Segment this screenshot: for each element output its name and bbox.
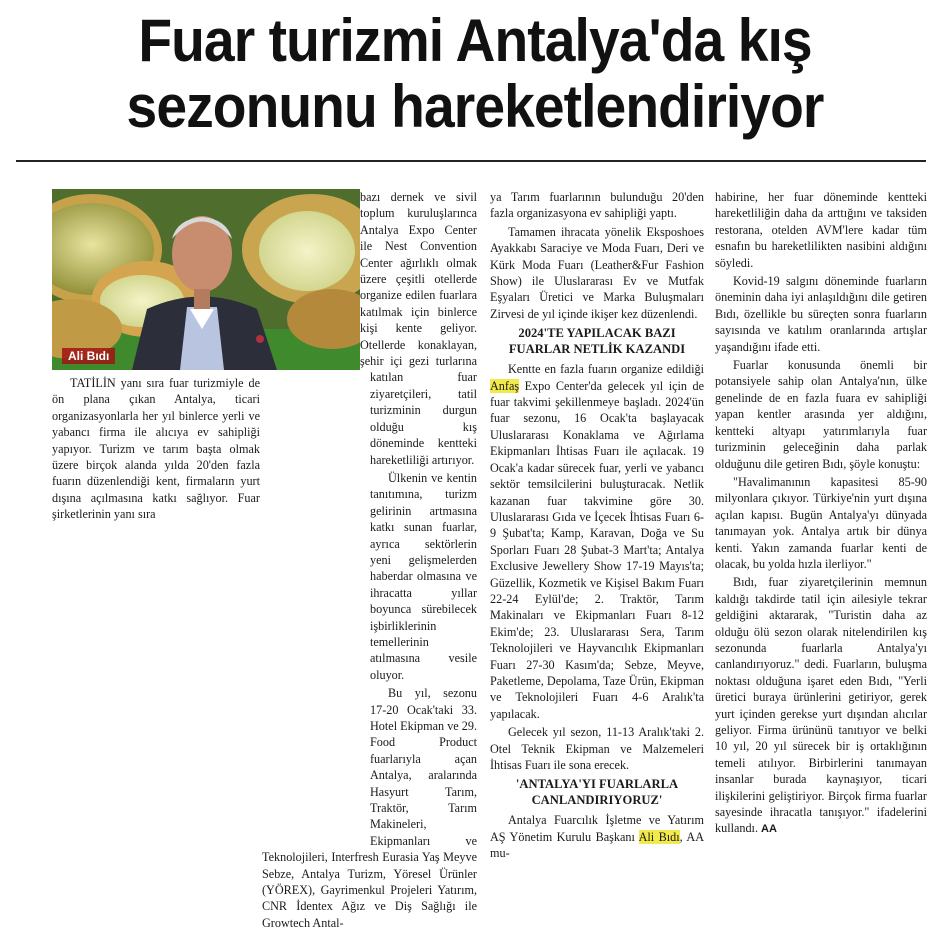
agency-signature: AA [761, 823, 777, 836]
paragraph: "Havalimanının kapasitesi 85-90 milyonlara çıkıyor. Türkiye'nin yurt dışına açılan kapısı. Bugün Antalya'yı dünyada tanımayan yok. Antalya artık bir dünya kenti. Yakın zamanda fuarlar kenti de olacak, bu yolda hızla ilerliyor." [715, 474, 927, 571]
paragraph: TATİLİN yanı sıra fuar turizmiyle de ön plana çıkan Antalya, ticari organizasyonlarla her yıl binlerce yerli ve yabancı firma ile alıcıya ev sahipliği yapıyor. Turizm ve tarım başta olmak üzere birçok alanda yılda 20'den fazla fuarın düzenlendiği kent, firmaların yurt dışına açılmasına katkı sağlıyor. Fuar şirketlerinin yanı sıra [52, 376, 260, 522]
text: Antalya Fuarcılık İşletme ve Yatırım AŞ Yönetim Kurulu Başkanı [490, 813, 704, 844]
highlight: Anfaş [490, 378, 520, 393]
paragraph [490, 812, 704, 861]
text: , AA mu- [490, 829, 704, 861]
subheading: 'ANTALYA'YI FUARLARLA CANLANDIRIYORUZ' [515, 777, 679, 808]
column-3 [490, 189, 704, 862]
paragraph: Gelecek yıl sezon, 11-13 Aralık'taki 2. Otel Teknik Ekipman ve Malzemeleri İhtisas Fuarı ile sona erecek. [490, 725, 704, 772]
photo-float-spacer [262, 189, 360, 373]
headline [66, 8, 885, 140]
text: Bıdı, fuar ziyaretçilerinin memnun kaldığı takdirde tatil için ailesiyle tekrar geldiğini aktararak, "Turistin daha az olduğu ölü sezon olarak nitelendirilen kış sezonunda fuarlarla Antalya'yı canlandırıyoruz." dedi. Fuarların, buluşma noktası olduğuna işaret eden Bıdı, "Yerli üretici buraya ürünlerini getiriyor, gerek yurt içinden gerekse yurt dışından alıcılar geliyor. Firma ürününü tanıtıyor ve belki 10 yıl, 20 yıl sürecek bir iş ortaklığının temeli atılıyor. Birbirlerini tanımayan insanlar burada kaynaşıyor, ticari ilişkilerini geliştiriyor. Birçok firma fuarlar sayesinde ihracatla tanışıyor." ifadelerini kullandı. [715, 575, 927, 836]
highlight: Ali Bıdı [638, 829, 680, 844]
column-1 [52, 375, 260, 523]
paragraph: Bu yıl, sezonu 17-20 Ocak'taki 33. Hotel Ekipman ve 29. Food Product fuarlarıyla açan Antalya, aralarında Hasyurt Tarım, Traktör, Tarım Makineleri, Ekipmanları ve Teknolojileri, Interfresh Eurasia Yaş Meyve Sebze, Antalya Turizm, Yöresel Ürünler (YÖREX), Gayrimenkul Projeleri Yatırım, CNR İdentex Ağız ve Diş Sağlığı ile Growtech Antal- [262, 686, 477, 930]
paragraph: Kovid-19 salgını döneminde fuarların öneminin daha iyi anlaşıldığını dile getiren Bıdı, özellikle bu süreçten sonra fuarların sayısında ve katılım oranlarında artışlar yaşandığını ifade etti. [715, 274, 927, 354]
text: Kentte en fazla fuarın organize edildiği [508, 362, 704, 377]
column-2-flow [262, 189, 477, 931]
paragraph [715, 574, 927, 838]
photo-caption: Ali Bıdı [62, 348, 115, 364]
headline-line-2: sezonunu hareketlendiriyor [126, 73, 824, 140]
paragraph: ya Tarım fuarlarının bulunduğu 20'den fazla organizasyona ev sahipliği yaptı. [490, 190, 704, 221]
subheading: 2024'TE YAPILACAK BAZI FUARLAR NETLİK KAZANDI [508, 326, 686, 357]
headline-line-1: Fuar turizmi Antalya'da kış [138, 7, 812, 74]
column-4 [715, 189, 927, 838]
column-float-spacer [262, 523, 370, 833]
paragraph: bazı dernek ve sivil toplum kuruluşlarınca Antalya Expo Center ile Nest Convention Center ağırlıklı olmak üzere çeşitli otellerde organize edilen fuarlara katılmak için binlerce kişi kente geliyor. Otellerde konaklayan, şehir içi gezi turlarına katılan fuar ziyaretçileri, tatil turizminin durgun olduğu kış döneminde kentteki hareketliliği artırıyor. [360, 190, 477, 467]
text: Expo Center'da gelecek yıl için de fuar takvimi şekillenmeye başladı. 2024'ün fuar sezonu, 16 Ocak'ta başlayacak Uluslararası Konaklama ve Ağırlama Ekipmanları İhtisas Fuarı ile açılacak. 19 Ocak'a kadar sürecek fuar, yerli ve yabancı sektör temsilcilerini buluşturacak. Netlik kazanan fuar takvimine göre 30. Uluslararası Gıda ve İçecek İhtisas Fuarı 6-9 Şubat'ta; Kamp, Karavan, Doğa ve Su Sporları Fuarı 28 Şubat-3 Mart'ta; Antalya Exclusive Jewellery Show 17-19 Mayıs'ta; Güzellik, Kozmetik ve Kişisel Bakım Fuarı 22-24 Eylül'de; 2. Traktör, Tarım Makinaları ve Ekipmanları Fuarı 8-12 Ekim'de; 23. Uluslararası Sera, Tarım Teknolojileri ve Hayvancılık Ekipmanları Fuarı 27-30 Kasım'da; Sebze, Meyve, Paketleme, Depolama, Taze Ürün, Ekipman ve Teknolojileri Fuarı 4-6 Aralık'ta yapılacak. [490, 378, 704, 721]
divider [16, 160, 926, 162]
paragraph: Fuarlar konusunda önemli bir potansiyele sahip olan Antalya'nın, ülke genelinde de en fazla fuara ev sahipliği yapan kentler arasında yer aldığını, kentteki altyapı yatırımlarıyla fuar turizminin geleceğinin daha parlak olduğunu dile getiren Bıdı, şöyle konuştu: [715, 358, 927, 471]
paragraph: Tamamen ihracata yönelik Eksposhoes Ayakkabı Saraciye ve Moda Fuarı, Deri ve Kürk Moda Fuarı (Leather&Fur Fashion Show) ile Uluslararası Ev ve Mutfak Eşyaları Üretici ve Marka Buluşmaları Zirvesi de yıl içinde ikişer kez düzenlendi. [490, 224, 704, 321]
paragraph: Ülkenin ve kentin tanıtımına, turizm gelirinin artmasına katkı sunan fuarlar, ayrıca sektörlerin yeni gelişmelerden haberdar olmasına ve ihracatta yıllar boyunca sürebilecek işbirliklerinin temellerinin atılmasına vesile oluyor. [370, 470, 477, 682]
paragraph: habirine, her fuar döneminde kentteki hareketliliğin daha da arttığını ve taksiden restorana, otelden AVM'lere kadar tüm esnafın bu hareketlilikten nasibini aldığını söyledi. [715, 190, 927, 270]
paragraph [490, 361, 704, 722]
